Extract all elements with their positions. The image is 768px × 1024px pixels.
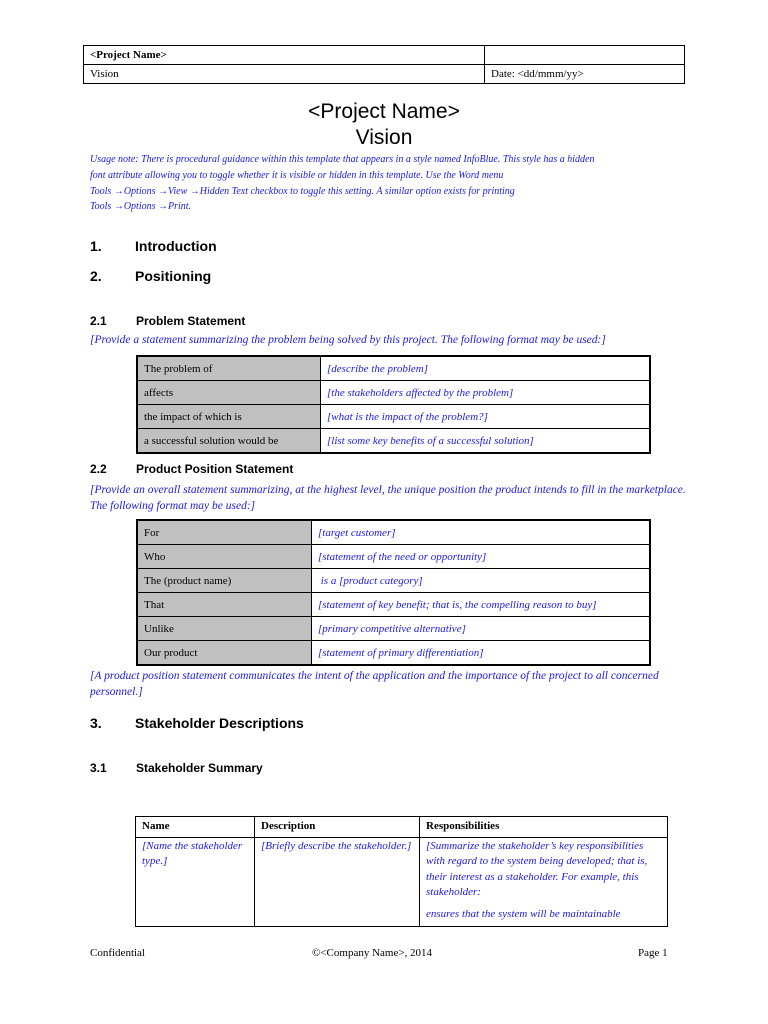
header-empty-cell bbox=[485, 46, 685, 65]
stakeholder-name: [Name the stakeholder type.] bbox=[136, 837, 255, 927]
usage-note bbox=[90, 152, 690, 215]
usage-note-line-4: Tools →Options →Print. bbox=[90, 201, 192, 213]
position-table bbox=[136, 519, 651, 666]
heading-number: 1. bbox=[90, 238, 102, 254]
header-doc-type: Vision bbox=[84, 65, 485, 84]
stakeholder-table bbox=[135, 816, 668, 927]
header-table bbox=[83, 45, 685, 84]
problem-table bbox=[136, 355, 651, 454]
problem-value: [list some key benefits of a successful solution] bbox=[321, 429, 651, 454]
problem-intro: [Provide a statement summarizing the problem being solved by this project. The following format may be used:] bbox=[90, 334, 606, 346]
heading-text: Stakeholder Summary bbox=[136, 761, 263, 775]
position-label: Who bbox=[137, 545, 312, 569]
position-label: That bbox=[137, 593, 312, 617]
position-label: The (product name) bbox=[137, 569, 312, 593]
heading-introduction bbox=[90, 238, 217, 254]
usage-note-line-3: Tools →Options →View →Hidden Text checkbox to toggle this setting. A similar option exists for printing bbox=[90, 185, 515, 197]
heading-text: Stakeholder Descriptions bbox=[135, 715, 304, 731]
problem-label: a successful solution would be bbox=[137, 429, 321, 454]
position-label: Our product bbox=[137, 641, 312, 666]
position-value: [statement of key benefit; that is, the compelling reason to buy] bbox=[312, 593, 651, 617]
heading-problem-statement bbox=[90, 314, 245, 328]
heading-number: 2.2 bbox=[90, 462, 107, 476]
position-value: [statement of the need or opportunity] bbox=[312, 545, 651, 569]
position-intro: [Provide an overall statement summarizing, at the highest level, the unique position the product intends to fill in the marketplace. The following format may be used:] bbox=[90, 484, 686, 512]
position-value: [target customer] bbox=[312, 520, 651, 545]
position-label: Unlike bbox=[137, 617, 312, 641]
position-outro: [A product position statement communicates the intent of the application and the importance of the project to all concerned personnel.] bbox=[90, 670, 659, 698]
responsibilities-bullet: ensures that the system will be maintainable bbox=[426, 907, 621, 920]
column-header-description: Description bbox=[255, 817, 420, 838]
heading-text: Product Position Statement bbox=[136, 462, 294, 476]
problem-value: [describe the problem] bbox=[321, 356, 651, 381]
doc-title-project: <Project Name> bbox=[308, 100, 460, 123]
column-header-name: Name bbox=[136, 817, 255, 838]
problem-label: affects bbox=[137, 381, 321, 405]
footer-copyright: ©<Company Name>, 2014 bbox=[312, 947, 433, 959]
heading-text: Introduction bbox=[135, 238, 217, 254]
position-value: is a [product category] bbox=[312, 569, 651, 593]
table-row bbox=[136, 837, 668, 927]
heading-stakeholder-descriptions bbox=[90, 715, 304, 731]
heading-number: 2. bbox=[90, 268, 102, 284]
position-value: [primary competitive alternative] bbox=[312, 617, 651, 641]
problem-value: [what is the impact of the problem?] bbox=[321, 405, 651, 429]
heading-positioning bbox=[90, 268, 211, 284]
stakeholder-responsibilities bbox=[420, 837, 668, 927]
heading-stakeholder-summary bbox=[90, 761, 263, 775]
position-value: [statement of primary differentiation] bbox=[312, 641, 651, 666]
footer-page-number: Page 1 bbox=[638, 947, 668, 959]
header-project-name: <Project Name> bbox=[84, 46, 485, 65]
problem-value: [the stakeholders affected by the problem] bbox=[321, 381, 651, 405]
footer-confidential: Confidential bbox=[90, 947, 145, 959]
doc-title-vision: Vision bbox=[355, 126, 413, 149]
usage-note-line-1: Usage note: There is procedural guidance within this template that appears in a style named InfoBlue. This style has a hidden bbox=[90, 154, 595, 165]
stakeholder-description: [Briefly describe the stakeholder.] bbox=[255, 837, 420, 927]
column-header-responsibilities: Responsibilities bbox=[420, 817, 668, 838]
problem-label: The problem of bbox=[137, 356, 321, 381]
heading-product-position bbox=[90, 462, 293, 476]
heading-text: Positioning bbox=[135, 268, 212, 284]
heading-text: Problem Statement bbox=[136, 314, 246, 328]
header-date: Date: <dd/mmm/yy> bbox=[485, 65, 685, 84]
heading-number: 3. bbox=[90, 715, 102, 731]
usage-note-line-2: font attribute allowing you to toggle whether it is visible or hidden in this template. Use the Word menu bbox=[90, 169, 504, 181]
heading-number: 2.1 bbox=[90, 314, 107, 328]
position-label: For bbox=[137, 520, 312, 545]
responsibilities-text: [Summarize the stakeholder’s key responsibilities with regard to the system being developed; that is, their interest as a stakeholder. For example, this stakeholder: bbox=[426, 839, 648, 898]
heading-number: 3.1 bbox=[90, 761, 107, 775]
problem-label: the impact of which is bbox=[137, 405, 321, 429]
